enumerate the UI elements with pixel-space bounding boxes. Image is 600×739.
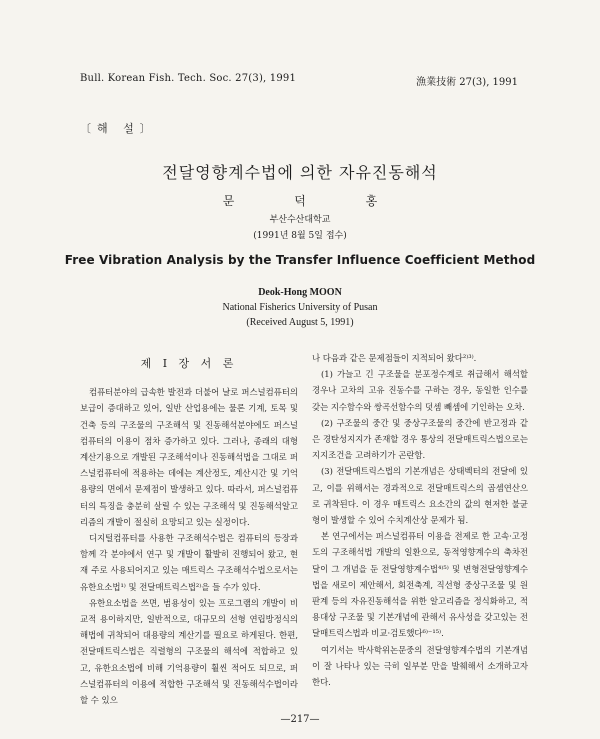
received-date-korean: (1991년 8월 5일 접수) xyxy=(253,231,347,241)
author-korean: 문 덕 홍 xyxy=(222,194,406,208)
page-number: —217— xyxy=(280,714,320,725)
body-paragraph: (3) 전달매트릭스법의 기본개념은 상태벡터의 전달에 있고, 이를 위해서는 경과적으로 전달매트릭스의 곱셈연산으로 귀착된다. 이 경우 매트릭스 요소간의 값의 현저한 불균형이 발생할 수 있어 수치계산상 문제가 됨. xyxy=(312,466,528,526)
affiliation-english: National Fisherics University of Pusan xyxy=(222,302,378,313)
title-english: Free Vibration Analysis by the Transfer Influence Coefficient Method xyxy=(64,253,536,267)
body-paragraph: 본 연구에서는 퍼스널컴퓨터 이용을 전제로 한 고속·고정도의 구조해석법 개발의 일환으로, 동적영향계수의 축차전달이 그 개념을 둔 전달영향계수법⁴⁾⁵⁾ 및 변형전달영향계수법을 새로이 제안해서, 회전축계, 직선형 중상구조물 및 원판계 등의 자유진동해석을 위한 알고리즘을 정식화하고, 적용대상 구조물 및 기본개념에 관해서 유사성을 갖고있는 전달매트릭스법과 비교·검토했다⁶⁾⁻¹⁵⁾. xyxy=(312,531,528,639)
body-paragraph: 여기서는 박사학위논문중의 전달영향계수법의 기본개념이 잘 나타나 있는 극히 일부분 만을 발췌해서 소개하고자 한다. xyxy=(312,644,528,688)
body-paragraph: 디지털컴퓨터를 사용한 구조해석수법은 컴퓨터의 등장과 함께 각 분야에서 연구 및 개발이 활발히 진행되어 왔고, 현재 주로 사용되어지고 있는 매트릭스 구조해석수법으로서는 유한요소법¹⁾ 및 전달매트릭스법²⁾을 들 수가 있다. xyxy=(80,533,298,592)
author-english: Deok-Hong MOON xyxy=(258,287,342,298)
title-korean: 전달영향계수법에 의한 자유진동해석 xyxy=(162,163,438,182)
left-column xyxy=(80,350,298,708)
body-paragraph: (2) 구조물의 중간 및 중상구조물의 중간에 반고정과 같은 경탄성지지가 존재할 경우 통상의 전달매트릭스법으로는 지지조건을 고려하기가 곤란함. xyxy=(312,417,528,461)
section-tag: 〔해 설〕 xyxy=(80,122,157,135)
body-paragraph: 유한요소법을 쓰면, 범용성이 있는 프로그램의 개발이 비교적 용이하지만, 일반적으로, 대규모의 선형 연립방정식의 해법에 귀착되어 대용량의 계산기를 필요로 하게된다. 한편, 전달매트릭스법은 직렬형의 구조물의 해석에 적합하고 있고, 유한요소법에 비해 기억용량이 훨씬 적어도 되므로, 퍼스널컴퓨터의 이용에 적합한 구조해석 및 진동해석수법이라 할 수 있으 xyxy=(80,597,298,706)
chapter-heading: 제 Ⅰ 장 서 론 xyxy=(140,357,238,370)
received-date-english: (Received August 5, 1991) xyxy=(246,317,354,328)
journal-citation-right: 漁業技術 27(3), 1991 xyxy=(416,77,518,88)
body-paragraph: 나 다음과 같은 문제점들이 지적되어 왔다²⁾³⁾. xyxy=(312,353,477,363)
body-paragraph: 컴퓨터분야의 급속한 발전과 더불어 날로 퍼스널컴퓨터의 보급이 증대하고 있어, 일반 산업용에는 물론 기계, 토목 및 건축 등의 구조물의 구조해석 및 진동해석분야에도 퍼스널컴퓨터의 이용이 점차 증가하고 있다. 그러나, 종래의 대형계산기용으로 개발된 구조해석이나 진동해석법을 그대로 퍼스널컴퓨터에 적용하는 데에는 계산정도, 계산시간 및 기억용량의 면에서 문제점이 발생하고 있다. 따라서, 퍼스널컴퓨터의 특징을 충분히 살릴 수 있는 구조해석 및 진동해석알고리즘의 개발이 절실히 요망되고 있는 실정이다. xyxy=(80,387,298,527)
body-paragraph: (1) 가늘고 긴 구조물을 분포정수계로 취급해서 해석할 경우나 고차의 고유 진동수를 구하는 경우, 동일한 인수를 갖는 지수함수와 쌍곡선함수의 덧셈 빼셈에 기인하는 오차. xyxy=(312,369,528,412)
affiliation-korean: 부산수산대학교 xyxy=(269,215,331,225)
journal-citation-left: Bull. Korean Fish. Tech. Soc. 27(3), 1991 xyxy=(80,73,297,84)
right-column xyxy=(312,350,528,690)
